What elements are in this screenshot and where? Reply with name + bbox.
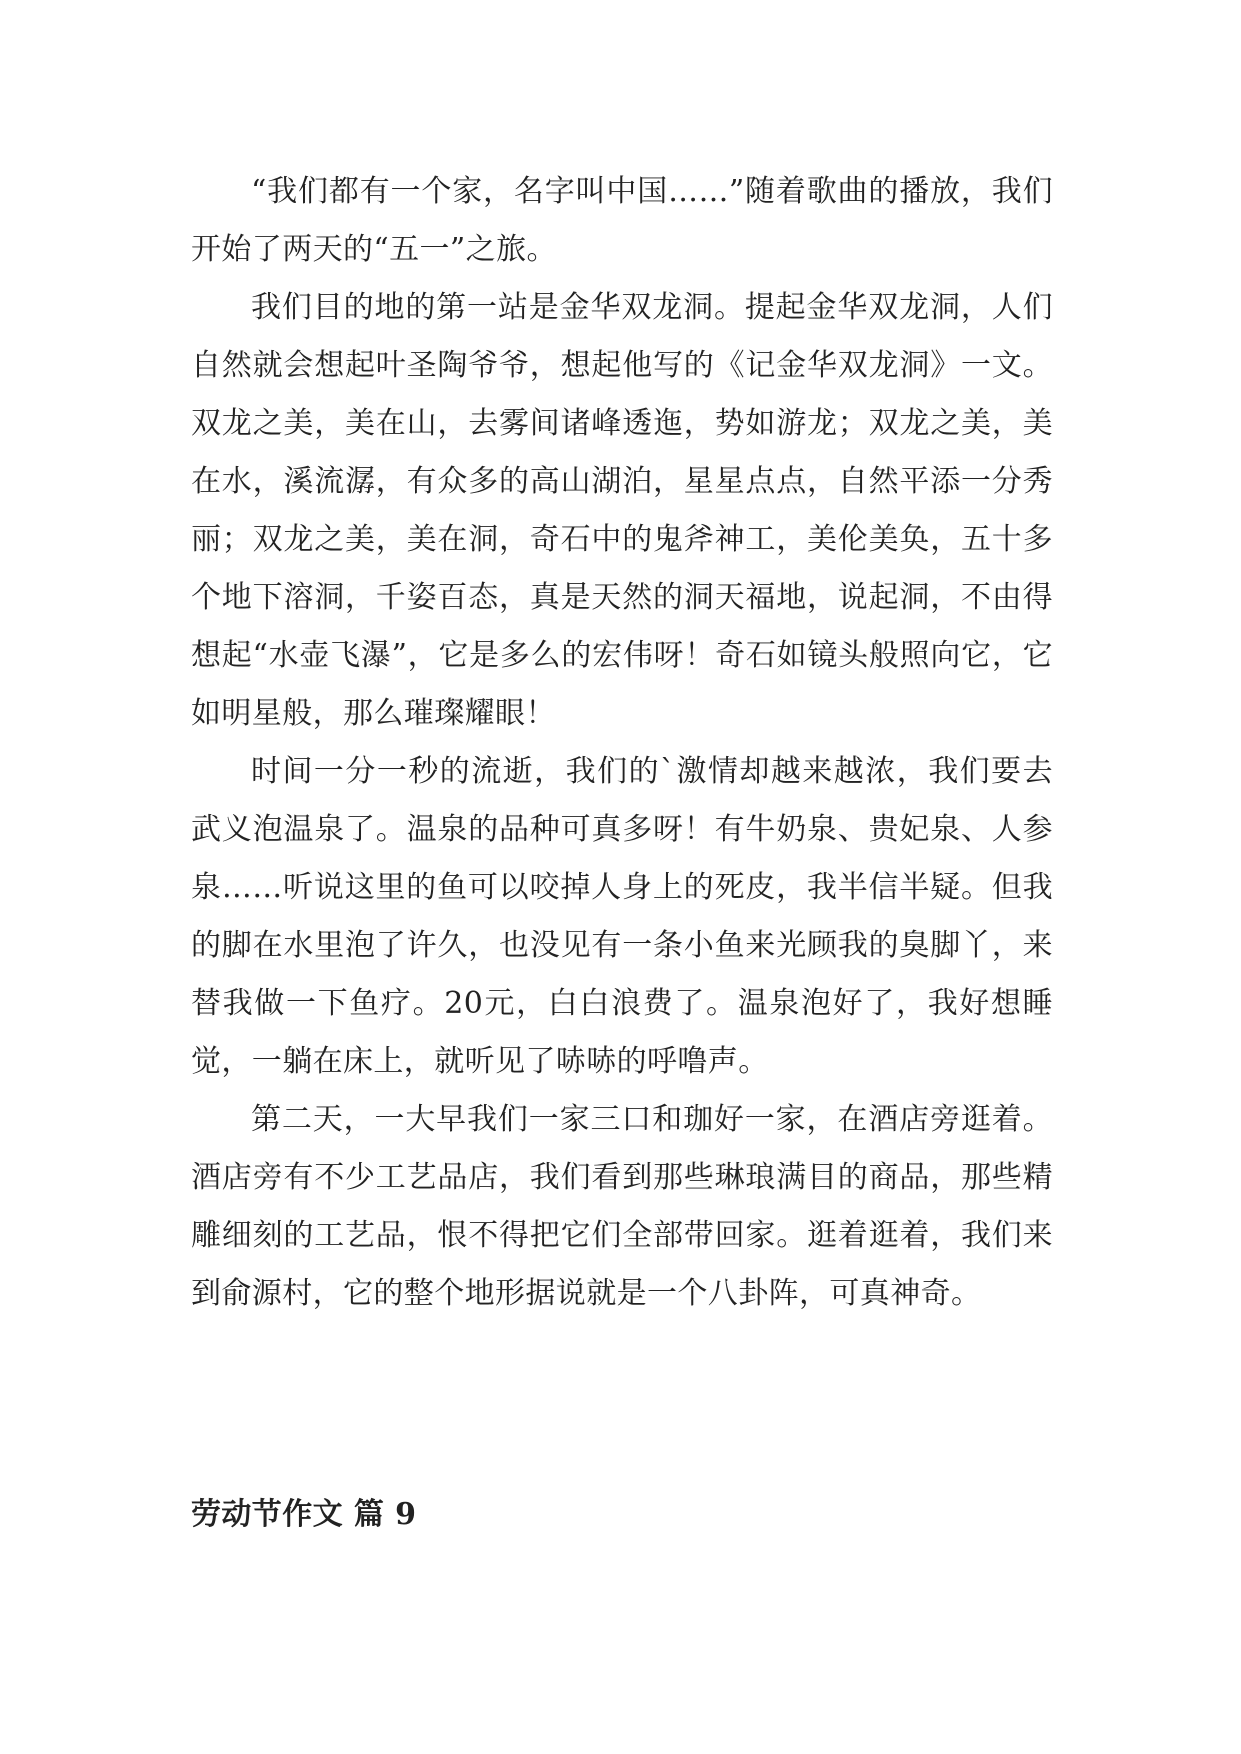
paragraph-hot-spring: 时间一分一秒的流逝，我们的`激情却越来越浓，我们要去武义泡温泉了。温泉的品种可真多呀！有牛奶泉、贵妃泉、人参泉……听说这里的鱼可以咬掉人身上的死皮，我半信半疑。但我的脚在水里泡了许久，也没见有一条小鱼来光顾我的臭脚丫，来替我做一下鱼疗。20元，白白浪费了。温泉泡好了，我好想睡觉，一躺在床上，就听见了哧哧的呼噜声。 <box>191 754 1053 1079</box>
section-heading: 劳动节作文 篇 9 <box>191 1497 417 1532</box>
paragraph-shuanglong-cave: 我们目的地的第一站是金华双龙洞。提起金华双龙洞，人们自然就会想起叶圣陶爷爷，想起他写的《记金华双龙洞》一文。双龙之美，美在山，去雾间诸峰透迤，势如游龙；双龙之美，美在水，溪流潺，有众多的高山湖泊，星星点点，自然平添一分秀丽；双龙之美，美在洞，奇石中的鬼斧神工，美伦美奂，五十多个地下溶洞，千姿百态，真是天然的洞天福地，说起洞，不由得想起“水壶飞瀑”，它是多么的宏伟呀！奇石如镜头般照向它，它如明星般，那么璀璨耀眼！ <box>191 290 1053 731</box>
paragraph-intro: “我们都有一个家，名字叫中国……”随着歌曲的播放，我们开始了两天的“五一”之旅。 <box>191 174 1053 267</box>
paragraph-second-day: 第二天，一大早我们一家三口和珈好一家，在酒店旁逛着。酒店旁有不少工艺品店，我们看到那些琳琅满目的商品，那些精雕细刻的工艺品，恨不得把它们全部带回家。逛着逛着，我们来到俞源村，它的整个地形据说就是一个八卦阵，可真神奇。 <box>191 1102 1053 1311</box>
document-body <box>191 163 1053 1323</box>
